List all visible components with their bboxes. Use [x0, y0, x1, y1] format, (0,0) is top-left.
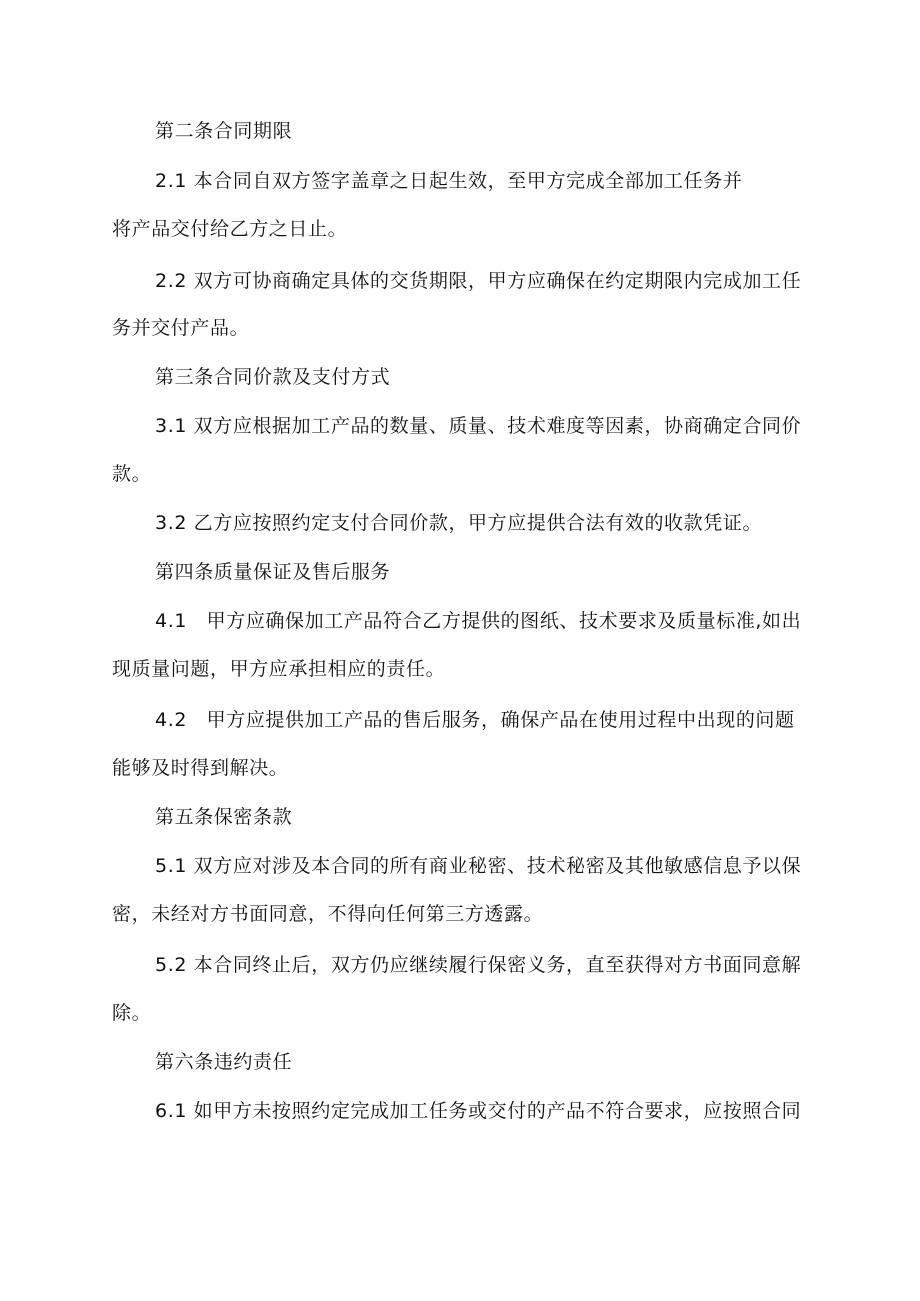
clause-4-2-line-2: 能够及时得到解决。 [112, 757, 289, 779]
clause-5-1-line-1: 5.1 双方应对涉及本合同的所有商业秘密、技术秘密及其他敏感信息予以保 [155, 855, 802, 877]
clause-3-1-line-1: 3.1 双方应根据加工产品的数量、质量、技术难度等因素，协商确定合同价 [155, 415, 802, 437]
section-heading-article-4: 第四条质量保证及售后服务 [155, 561, 391, 583]
clause-5-2-line-1: 5.2 本合同终止后，双方仍应继续履行保密义务，直至获得对方书面同意解 [155, 954, 802, 976]
clause-2-1-line-1: 2.1 本合同自双方签字盖章之日起生效，至甲方完成全部加工任务并 [155, 170, 743, 192]
clause-4-2-line-1: 4.2 甲方应提供加工产品的售后服务，确保产品在使用过程中出现的问题 [155, 709, 795, 731]
clause-5-1-line-2: 密，未经对方书面同意，不得向任何第三方透露。 [112, 903, 544, 925]
section-heading-article-3: 第三条合同价款及支付方式 [155, 366, 391, 388]
section-heading-article-6: 第六条违约责任 [155, 1051, 293, 1073]
clause-3-2-line-1: 3.2 乙方应按照约定支付合同价款，甲方应提供合法有效的收款凭证。 [155, 512, 763, 534]
section-heading-article-5: 第五条保密条款 [155, 806, 293, 828]
clause-5-2-line-2: 除。 [112, 1002, 152, 1024]
clause-2-1-line-2: 将产品交付给乙方之日止。 [112, 218, 348, 240]
clause-4-1-line-1: 4.1 甲方应确保加工产品符合乙方提供的图纸、技术要求及质量标准,如出 [155, 610, 802, 632]
clause-2-2-line-1: 2.2 双方可协商确定具体的交货期限，甲方应确保在约定期限内完成加工任 [155, 270, 802, 292]
section-heading-article-2: 第二条合同期限 [155, 120, 293, 142]
clause-2-2-line-2: 务并交付产品。 [112, 317, 250, 339]
clause-6-1-line-1: 6.1 如甲方未按照约定完成加工任务或交付的产品不符合要求，应按照合同 [155, 1100, 802, 1122]
clause-4-1-line-2: 现质量问题，甲方应承担相应的责任。 [112, 658, 446, 680]
clause-3-1-line-2: 款。 [112, 463, 152, 485]
